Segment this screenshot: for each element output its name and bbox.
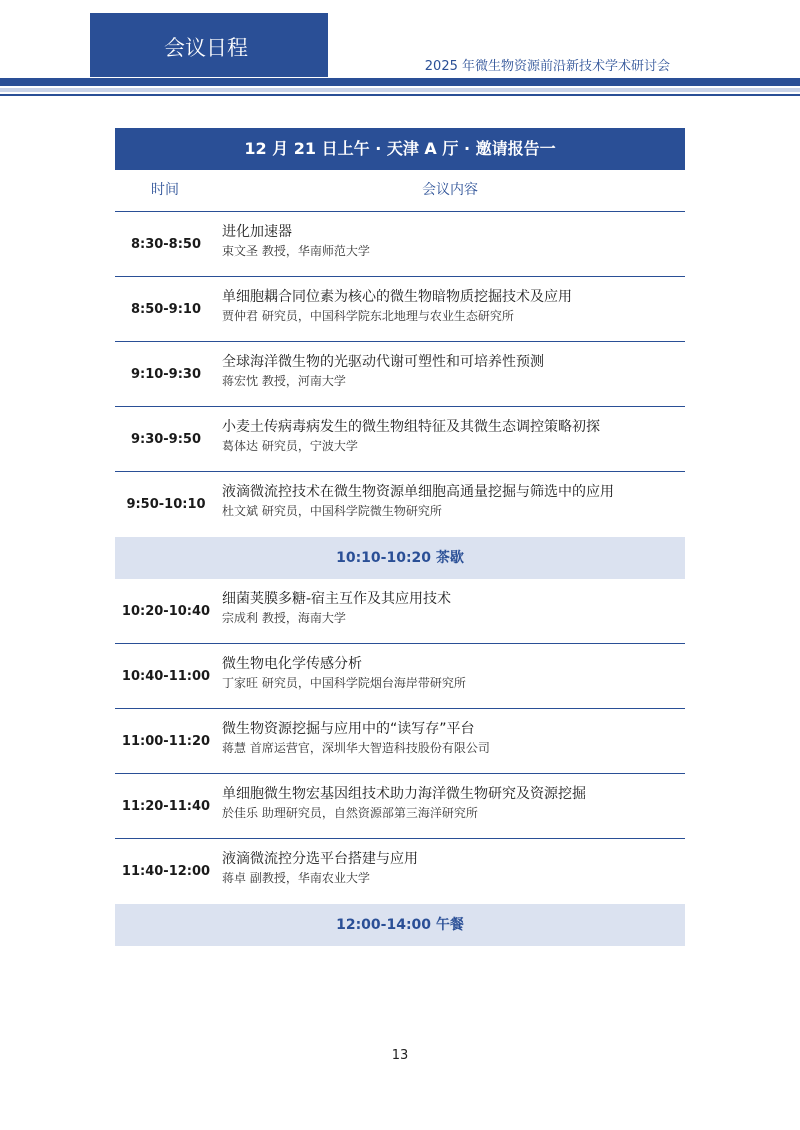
- talk-title: 小麦土传病毒病发生的微生物组特征及其微生态调控策略初探: [222, 419, 600, 435]
- row-time: 9:30-9:50: [130, 431, 202, 447]
- row-time: 9:10-9:30: [130, 366, 202, 382]
- talk-title: 液滴微流控分选平台搭建与应用: [222, 851, 418, 867]
- talk-title: 进化加速器: [222, 224, 292, 240]
- speaker: 宗成利 教授，海南大学: [222, 611, 346, 625]
- conference-title: 2025 年微生物资源前沿新技术学术研讨会: [424, 59, 670, 74]
- table-row: [115, 839, 685, 904]
- row-time: 8:50-9:10: [130, 301, 202, 317]
- speaker: 束文圣 教授，华南师范大学: [222, 244, 370, 258]
- header-rule-thin: [0, 94, 800, 96]
- schedule-table: [115, 128, 685, 946]
- speaker: 蒋卓 副教授，华南农业大学: [222, 871, 370, 885]
- table-row: [115, 342, 685, 407]
- row-time: 10:20-10:40: [121, 603, 211, 619]
- speaker: 葛体达 研究员，宁波大学: [222, 439, 358, 453]
- speaker: 蒋宏忱 教授，河南大学: [222, 374, 346, 388]
- column-header: [115, 170, 685, 212]
- rows-group-a: [115, 212, 685, 537]
- session-title: 12 月 21 日上午 · 天津 A 厅 · 邀请报告一: [115, 128, 685, 170]
- row-time: 10:40-11:00: [121, 668, 211, 684]
- talk-title: 单细胞耦合同位素为核心的微生物暗物质挖掘技术及应用: [222, 289, 572, 305]
- table-row: [115, 277, 685, 342]
- speaker: 於佳乐 助理研究员，自然资源部第三海洋研究所: [222, 806, 478, 820]
- table-row: [115, 709, 685, 774]
- table-row: [115, 212, 685, 277]
- talk-title: 液滴微流控技术在微生物资源单细胞高通量挖掘与筛选中的应用: [222, 484, 614, 500]
- talk-title: 单细胞微生物宏基因组技术助力海洋微生物研究及资源挖掘: [222, 786, 586, 802]
- rows-group-b: [115, 579, 685, 904]
- row-time: 11:00-11:20: [121, 733, 211, 749]
- talk-title: 微生物资源挖掘与应用中的“读写存”平台: [222, 721, 475, 737]
- table-row: [115, 644, 685, 709]
- speaker: 杜文斌 研究员，中国科学院微生物研究所: [222, 504, 442, 518]
- table-row: [115, 472, 685, 537]
- content-column-header: 会议内容: [422, 182, 478, 198]
- speaker: 丁家旺 研究员，中国科学院烟台海岸带研究所: [222, 676, 466, 690]
- speaker: 蒋慧 首席运营官，深圳华大智造科技股份有限公司: [222, 741, 490, 755]
- table-row: [115, 579, 685, 644]
- time-column-header: 时间: [151, 182, 179, 198]
- row-time: 11:20-11:40: [121, 798, 211, 814]
- tea-break-row: 10:10-10:20 茶歇: [115, 537, 685, 579]
- table-row: [115, 774, 685, 839]
- page-number: 13: [391, 1048, 409, 1063]
- table-row: [115, 407, 685, 472]
- row-time: 8:30-8:50: [130, 236, 202, 252]
- talk-title: 细菌荚膜多糖-宿主互作及其应用技术: [222, 591, 452, 607]
- header-rule-light: [0, 88, 800, 92]
- talk-title: 微生物电化学传感分析: [222, 656, 362, 672]
- lunch-break-row: 12:00-14:00 午餐: [115, 904, 685, 946]
- speaker: 贾仲君 研究员，中国科学院东北地理与农业生态研究所: [222, 309, 514, 323]
- row-time: 11:40-12:00: [121, 864, 211, 879]
- header-rule-thick: [0, 78, 800, 86]
- talk-title: 全球海洋微生物的光驱动代谢可塑性和可培养性预测: [222, 354, 544, 370]
- section-tab: 会议日程: [90, 13, 328, 77]
- row-time: 9:50-10:10: [126, 497, 206, 512]
